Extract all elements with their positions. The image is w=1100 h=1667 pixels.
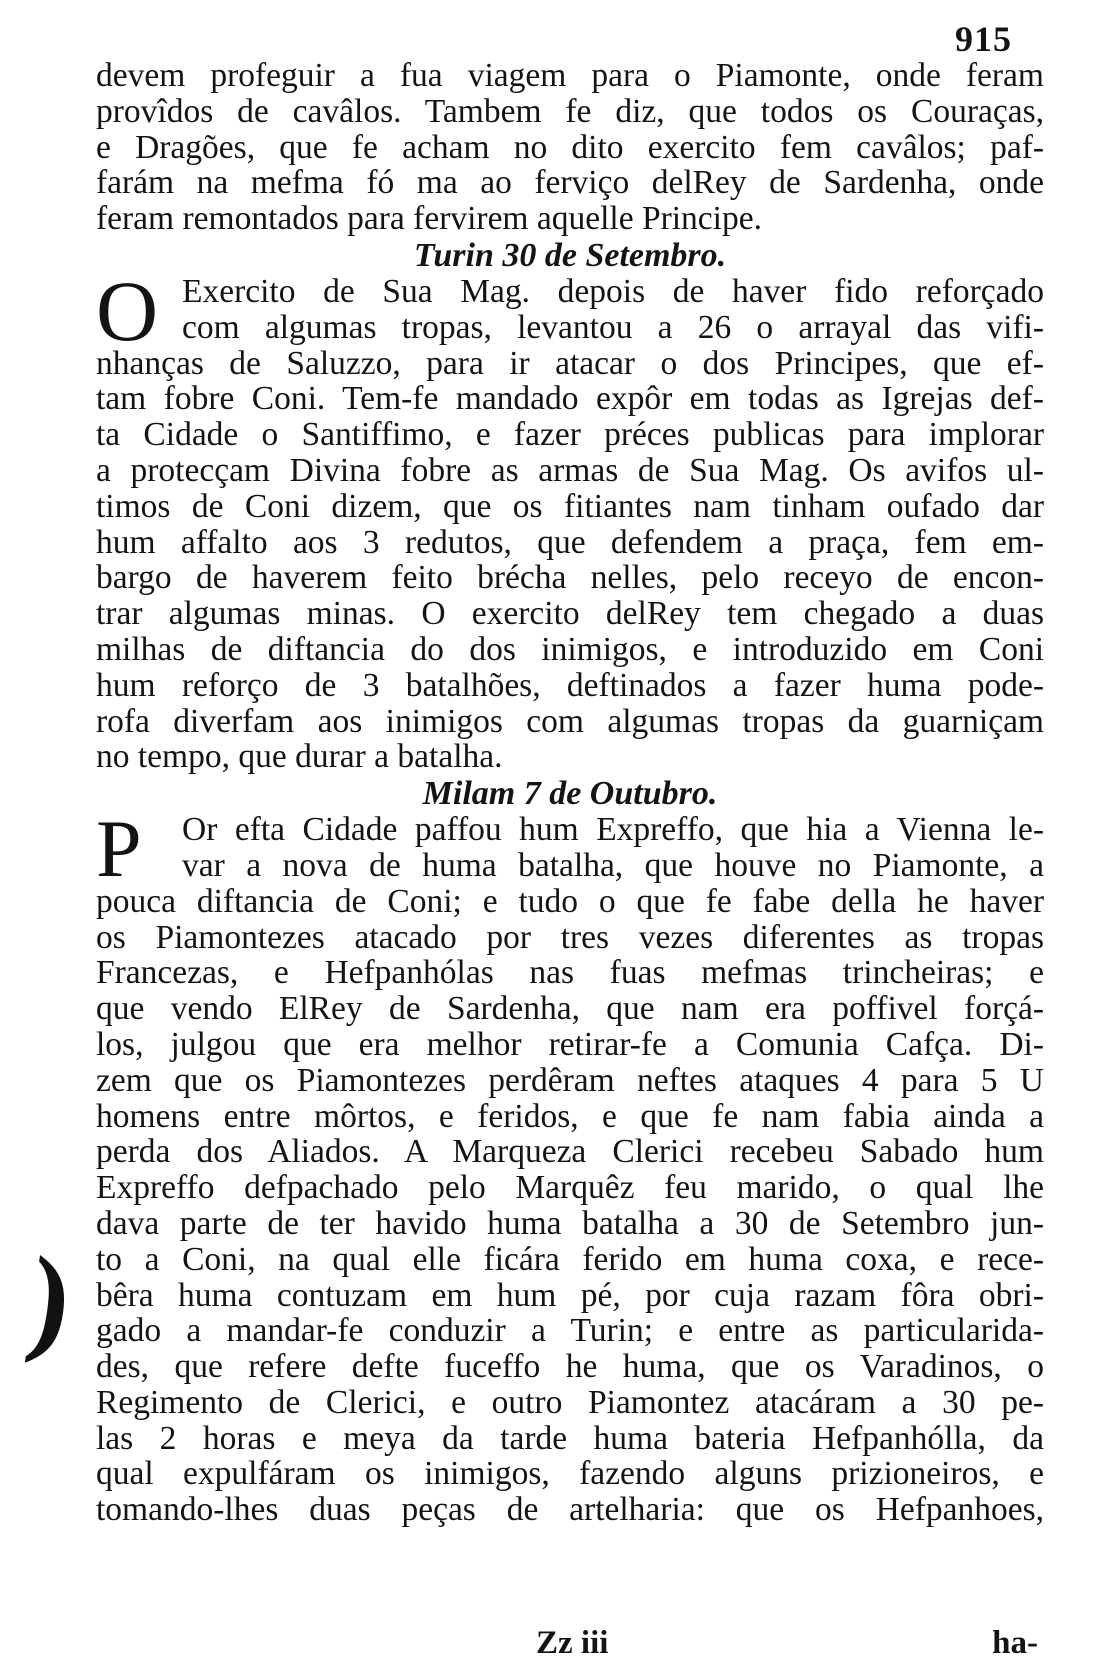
paragraph: [96, 803, 1044, 1529]
text-line: las 2 horas e meya da tarde huma bateria Hefpanhólla, da: [96, 1419, 1044, 1457]
text-line: hum reforço de 3 batalhões, deftinados a fazer huma pode-: [96, 666, 1044, 704]
text-line: ta Cidade o Santiffimo, e fazer préces publicas para implorar: [96, 416, 1044, 454]
text-line: zem que os Piamontezes perdêram neftes ataques 4 para 5 U: [96, 1061, 1044, 1099]
text-line: no tempo, que durar a batalha.: [96, 738, 503, 776]
dateline-turin: Turin 30 de Setembro.: [413, 236, 727, 274]
text-line: a protecçam Divina fobre as armas de Sua Mag. Os avifos ul-: [96, 451, 1044, 489]
text-line: Regimento de Clerici, e outro Piamontez atacáram a 30 pe-: [96, 1383, 1044, 1421]
text-line: Francezas, e Hefpanhólas nas fuas mefmas trincheiras; e: [96, 954, 1044, 992]
paragraph: [96, 262, 1044, 776]
text-line: rofa diverfam aos inimigos com algumas tropas da guarniçam: [96, 702, 1044, 740]
text-line: perda dos Aliados. A Marqueza Clerici recebeu Sabado hum: [96, 1133, 1044, 1171]
text-line: milhas de diftancia do dos inimigos, e introduzido em Coni: [96, 630, 1044, 668]
text-line: qual expulfáram os inimigos, fazendo alguns prizioneiros, e: [96, 1455, 1044, 1493]
text-line: homens entre môrtos, e feridos, e que fe nam fabia ainda a: [96, 1097, 1044, 1135]
text-line: que vendo ElRey de Sardenha, que nam era poffivel forçá-: [96, 990, 1044, 1028]
text-line: Expreffo defpachado pelo Marquêz feu marido, o qual lhe: [96, 1169, 1044, 1207]
text-line: hum affalto aos 3 redutos, que defendem a praça, fem em-: [96, 523, 1044, 561]
signature-mark: Zz iii: [536, 1625, 609, 1661]
text-line: to a Coni, na qual elle ficára ferido em huma coxa, e rece-: [96, 1240, 1044, 1278]
text-line: des, que refere defte fuceffo he huma, que os Varadinos, o: [96, 1348, 1044, 1386]
drop-cap: O: [96, 262, 159, 359]
page-number: 915: [955, 19, 1012, 59]
text-line: los, julgou que era melhor retirar-fe a Comunia Cafça. Di-: [96, 1025, 1044, 1063]
text-line: farám na mefma fó ma ao ferviço delRey de Sardenha, onde: [96, 164, 1044, 202]
text-line: nhanças de Saluzzo, para ir atacar o dos Principes, que ef-: [96, 344, 1044, 382]
text-line: gado a mandar-fe conduzir a Turin; e entre as particularida-: [96, 1312, 1044, 1350]
text-line: tam fobre Coni. Tem-fe mandado expôr em todas as Igrejas def-: [96, 380, 1044, 418]
text-line: tomando-lhes duas peças de artelharia: que os Hefpanhoes,: [96, 1491, 1044, 1529]
text-line: bargo de haverem feito brécha nelles, pelo receyo de encon-: [96, 559, 1044, 597]
text-line: feram remontados para fervirem aquelle Principe.: [96, 200, 762, 238]
text-line: dava parte de ter havido huma batalha a 30 de Setembro jun-: [96, 1204, 1044, 1242]
text-line: trar algumas minas. O exercito delRey tem chegado a duas: [96, 595, 1044, 633]
text-line: com algumas tropas, levantou a 26 o arrayal das vifi-: [182, 308, 1044, 346]
text-line: Or efta Cidade paffou hum Expreffo, que hia a Vienna le-: [182, 811, 1044, 849]
page-footer: [96, 1625, 1044, 1661]
text-line: provîdos de cavâlos. Tambem fe diz, que todos os Couraças,: [96, 92, 1044, 130]
catchword: ha-: [992, 1625, 1038, 1661]
dateline-milam: Milam 7 de Outubro.: [422, 775, 718, 813]
text-line: var a nova de huma batalha, que houve no Piamonte, a: [182, 846, 1044, 884]
text-line: bêra huma contuzam em hum pé, por cuja razam fôra obri-: [96, 1276, 1044, 1314]
text-line: e Dragões, que fe acham no dito exercito fem cavâlos; paf-: [96, 128, 1044, 166]
paragraph: [96, 58, 1044, 237]
text-line: Exercito de Sua Mag. depois de haver fido reforçado: [182, 272, 1044, 310]
text-line: os Piamontezes atacado por tres vezes diferentes as tropas: [96, 918, 1044, 956]
drop-cap: P: [96, 803, 142, 895]
text-line: devem profeguir a fua viagem para o Piamonte, onde feram: [96, 57, 1044, 94]
text-column: [96, 58, 1044, 1528]
text-line: pouca diftancia de Coni; e tudo o que fe fabe della he haver: [96, 882, 1044, 920]
margin-bracket-mark: ): [21, 1230, 80, 1369]
text-line: timos de Coni dizem, que os fitiantes nam tinham oufado dar: [96, 487, 1044, 525]
